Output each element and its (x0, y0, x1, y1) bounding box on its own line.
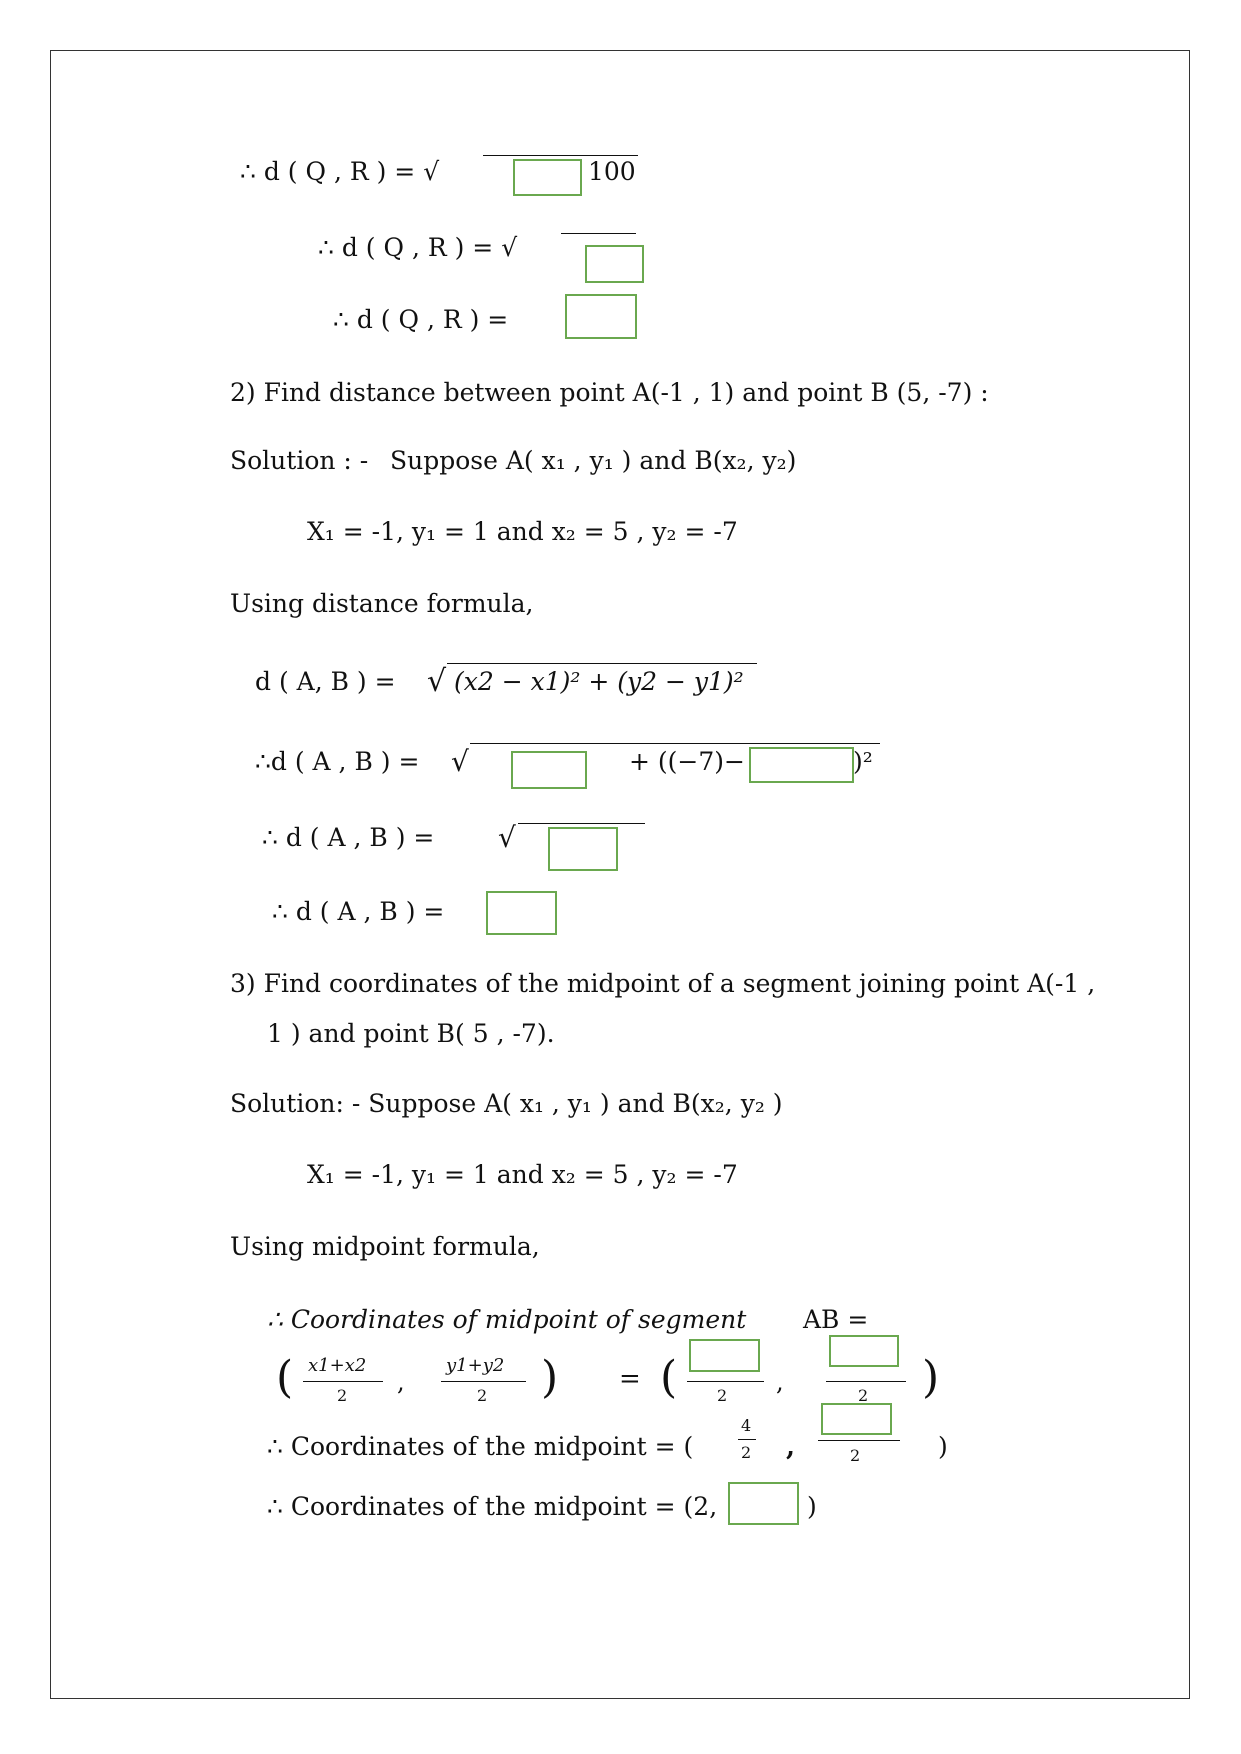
q2-question: 2) Find distance between point A(-1 , 1) and point B (5, -7) : (230, 378, 989, 407)
q3-mid1-label: ∴ Coordinates of the midpoint = ( (267, 1432, 694, 1461)
q3-using: Using midpoint formula, (230, 1232, 540, 1261)
q3-answer-box-2[interactable] (829, 1335, 899, 1367)
q2-answer-box-1[interactable] (511, 751, 587, 789)
q3-comma-1: , (397, 1368, 405, 1396)
q3-values: X₁ = -1, y₁ = 1 and x₂ = 5 , y₂ = -7 (307, 1160, 738, 1189)
q3-mid1-den2: 2 (850, 1446, 861, 1465)
q3-coords-label: ∴ Coordinates of midpoint of segment (267, 1305, 747, 1334)
q3-coords-ab: AB = (803, 1305, 869, 1334)
q3-open-paren-1: ( (276, 1352, 294, 1403)
q1-answer-box-1[interactable] (513, 159, 582, 196)
q3-mid1-num: 4 (741, 1416, 752, 1435)
q1-line1-prefix: ∴ d ( Q , R ) = √ (240, 157, 440, 186)
q2-answer-box-3[interactable] (548, 827, 618, 871)
q2-formula-lhs: d ( A, B ) = (255, 667, 396, 696)
q1-line1-radical-bar (483, 155, 638, 156)
q3-frac3-bar (687, 1381, 764, 1382)
q2-step1-lhs: ∴d ( A , B ) = (255, 747, 420, 776)
q2-step2-lhs: ∴ d ( A , B ) = (262, 823, 435, 852)
q3-comma-2: , (776, 1368, 784, 1396)
q1-answer-box-2[interactable] (585, 245, 644, 283)
q3-question-line2: 1 ) and point B( 5 , -7). (267, 1019, 555, 1048)
q3-frac1-bar (303, 1381, 383, 1382)
q2-suppose: Suppose A( x₁ , y₁ ) and B(x₂, y₂) (390, 446, 797, 475)
q3-answer-box-3[interactable] (821, 1403, 892, 1435)
q3-answer-box-1[interactable] (689, 1339, 760, 1372)
q3-frac1-den: 2 (337, 1386, 348, 1405)
q1-line3-prefix: ∴ d ( Q , R ) = (333, 305, 509, 334)
q2-values: X₁ = -1, y₁ = 1 and x₂ = 5 , y₂ = -7 (307, 517, 738, 546)
q3-frac1-num: x1+x2 (308, 1355, 367, 1376)
q3-mid1-close: ) (938, 1432, 948, 1461)
q3-frac3-den: 2 (717, 1386, 728, 1405)
q2-step1-mid: + ((−7)− (629, 747, 745, 776)
q3-answer-box-4[interactable] (728, 1482, 799, 1525)
q1-answer-box-3[interactable] (565, 294, 637, 339)
q3-mid2-close: ) (807, 1492, 817, 1521)
q3-frac4-bar (826, 1381, 906, 1382)
q3-solution: Solution: - Suppose A( x₁ , y₁ ) and B(x₂, y₂ ) (230, 1089, 783, 1118)
q2-using: Using distance formula, (230, 589, 534, 618)
q3-close-paren-1: ) (541, 1352, 559, 1403)
q3-equals: = (619, 1364, 641, 1394)
q1-line1-after: 100 (588, 157, 636, 186)
q1-line2-prefix: ∴ d ( Q , R ) = √ (318, 233, 518, 262)
q2-step2-radical-bar (518, 823, 645, 824)
q3-mid2-label: ∴ Coordinates of the midpoint = (2, (267, 1492, 718, 1521)
q1-line2-radical-bar (561, 233, 636, 234)
q3-mid1-bar2 (818, 1440, 900, 1441)
q2-step2-radical: √ (498, 821, 516, 854)
q3-frac4-den: 2 (858, 1386, 869, 1405)
q3-mid1-bar (738, 1439, 756, 1440)
q3-frac2-den: 2 (477, 1386, 488, 1405)
q2-step1-end: )² (853, 747, 873, 776)
q3-mid1-den: 2 (741, 1443, 752, 1462)
q2-formula-radical: √ (427, 664, 447, 699)
q3-close-paren-2: ) (922, 1352, 940, 1403)
q2-step1-radical: √ (451, 745, 469, 778)
q2-answer-box-4[interactable] (486, 891, 557, 935)
q2-answer-box-2[interactable] (749, 747, 854, 783)
q3-mid1-comma: , (786, 1432, 796, 1462)
q3-frac2-bar (441, 1381, 526, 1382)
q2-formula-radical-bar (447, 663, 757, 664)
q2-formula-rhs: (x2 − x1)² + (y2 − y1)² (454, 667, 744, 696)
q2-solution-label: Solution : - (230, 446, 369, 475)
q2-step3-lhs: ∴ d ( A , B ) = (272, 897, 445, 926)
q2-step1-radical-bar (470, 743, 880, 744)
q3-question-line1: 3) Find coordinates of the midpoint of a segment joining point A(-1 , (230, 969, 1096, 998)
q3-open-paren-2: ( (660, 1352, 678, 1403)
q3-frac2-num: y1+y2 (446, 1355, 505, 1376)
